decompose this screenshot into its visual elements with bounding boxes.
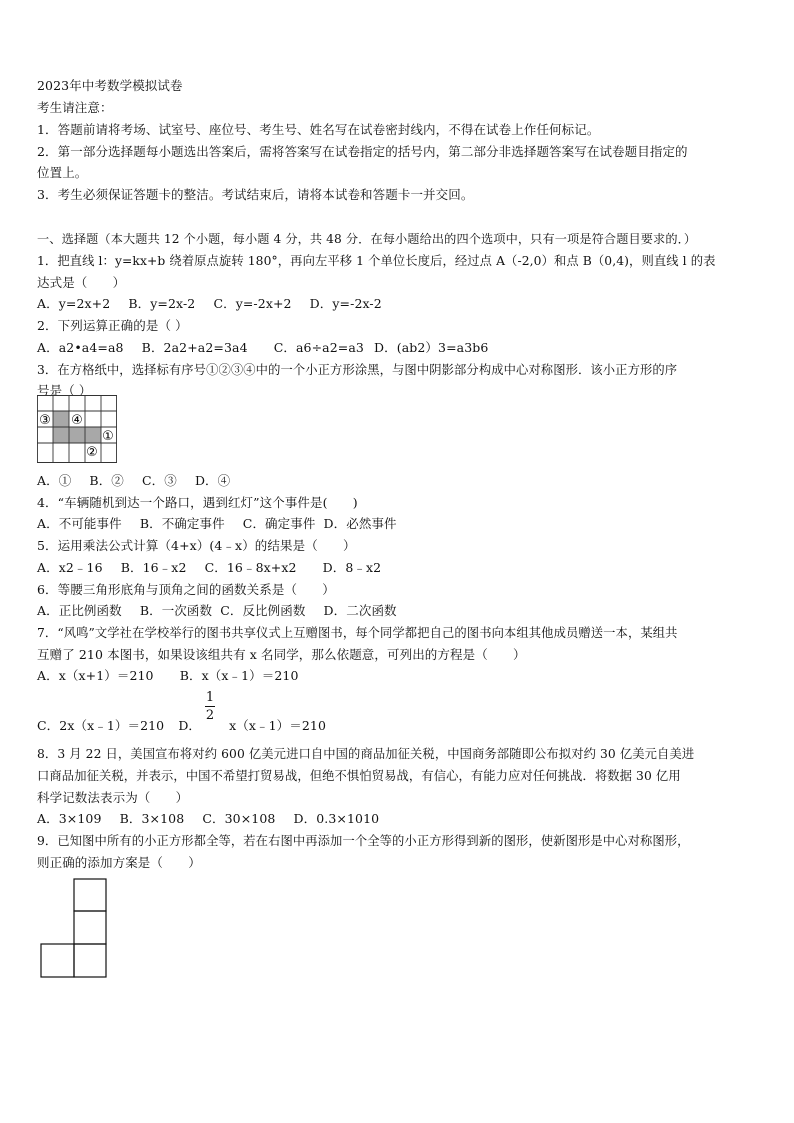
notice-2: 2．第一部分选择题每小题选出答案后，需将答案写在试卷指定的括号内，第二部分非选择题答案写在试卷题目指定的 bbox=[37, 144, 688, 159]
q2-options bbox=[37, 340, 488, 356]
q4-option-d[interactable]: D．必然事件 bbox=[323, 516, 397, 531]
q3-option-c[interactable]: C．③ bbox=[141, 473, 177, 488]
q7-option-d[interactable]: D． bbox=[178, 718, 202, 733]
q7-option-a[interactable]: A．x（x+1）＝210 bbox=[37, 668, 154, 683]
q9-square-top bbox=[74, 879, 106, 911]
q3-label-3: ③ bbox=[39, 413, 51, 428]
q4-option-b[interactable]: B．不确定事件 bbox=[139, 516, 225, 531]
q1-option-c[interactable]: C．y=-2x+2 bbox=[213, 296, 292, 311]
q3-option-a[interactable]: A．① bbox=[37, 473, 72, 488]
section-heading: 一、选择题（本大题共 12 个小题，每小题 4 分，共 48 分．在每小题给出的四个选项中，只有一项是符合题目要求的．） bbox=[37, 232, 697, 246]
q1-option-b[interactable]: B．y=2x-2 bbox=[128, 296, 196, 311]
notice-heading: 考生请注意： bbox=[37, 100, 113, 115]
q7-option-b[interactable]: B．x（x﹣1）＝210 bbox=[179, 668, 299, 683]
q7-stem-line2: 互赠了 210 本图书，如果设该组共有 x 名同学，那么依题意，可列出的方程是（ ） bbox=[37, 647, 526, 662]
q9-squares-figure bbox=[40, 878, 108, 978]
q3-label-2: ② bbox=[86, 445, 98, 460]
q3-shaded-cell bbox=[53, 411, 69, 427]
q3-option-d[interactable]: D．④ bbox=[194, 473, 231, 488]
q7-fraction-bar bbox=[205, 706, 215, 707]
q8-stem-line2: 口商品加征关税，并表示，中国不希望打贸易战，但绝不惧怕贸易战，有信心，有能力应对任何挑战．将数据 30 亿用 bbox=[37, 769, 681, 783]
q4-options bbox=[37, 516, 397, 532]
q5-option-a[interactable]: A．x2﹣16 bbox=[37, 560, 103, 575]
q8-option-d[interactable]: D．0.3×1010 bbox=[293, 811, 380, 826]
q2-option-c[interactable]: C．a6÷a2=a3 bbox=[273, 340, 364, 355]
q6-options bbox=[37, 603, 397, 619]
q5-option-c[interactable]: C．16﹣8x+x2 bbox=[204, 560, 297, 575]
q4-stem: 4．“车辆随机到达一个路口，遇到红灯”这个事件是( ) bbox=[37, 495, 358, 510]
q9-square-middle bbox=[74, 911, 106, 944]
q6-option-a[interactable]: A．正比例函数 bbox=[37, 603, 122, 618]
q8-options bbox=[37, 811, 379, 827]
q7-options-ab bbox=[37, 668, 299, 684]
q6-stem: 6．等腰三角形底角与顶角之间的函数关系是（ ） bbox=[37, 582, 335, 597]
q7-option-c[interactable]: C．2x（x﹣1）＝210 bbox=[37, 718, 165, 733]
q2-option-a[interactable]: A．a2•a4=a8 bbox=[37, 340, 124, 355]
q3-shaded-row bbox=[53, 427, 101, 443]
q6-option-b[interactable]: B．一次函数 bbox=[139, 603, 213, 618]
notice-2-cont: 位置上。 bbox=[37, 165, 88, 180]
q7-stem-line1: 7．“风鸣”文学社在学校举行的图书共享仪式上互赠图书，每个同学都把自己的图书向本组其他成员赠送一本，某组共 bbox=[37, 626, 678, 640]
q2-option-d[interactable]: D．(ab2）3=a3b6 bbox=[374, 340, 489, 355]
q5-options bbox=[37, 560, 381, 576]
notice-1: 1．答题前请将考场、试室号、座位号、考生号、姓名写在试卷密封线内，不得在试卷上作任何标记。 bbox=[37, 122, 600, 137]
q9-square-bottom-right bbox=[74, 944, 106, 977]
q7-options-cd bbox=[37, 718, 326, 734]
q2-stem: 2．下列运算正确的是（ ） bbox=[37, 318, 188, 333]
q1-option-d[interactable]: D．y=-2x-2 bbox=[309, 296, 382, 311]
q6-option-d[interactable]: D．二次函数 bbox=[323, 603, 397, 618]
q7-option-d-expression: x（x﹣1）＝210 bbox=[229, 718, 327, 733]
q3-label-4: ④ bbox=[71, 413, 83, 428]
q4-option-a[interactable]: A．不可能事件 bbox=[37, 516, 122, 531]
q1-stem-line2: 达式是（ ） bbox=[37, 275, 126, 290]
q1-options bbox=[37, 296, 382, 312]
q3-options bbox=[37, 473, 230, 489]
q8-stem-line1: 8．3 月 22 日，美国宣布将对约 600 亿美元进口自中国的商品加征关税，中国商务部随即公布拟对约 30 亿美元自美进 bbox=[37, 747, 695, 761]
q1-stem-line1: 1．把直线 l：y=kx+b 绕着原点旋转 180°，再向左平移 1 个单位长度后，经过点 A（-2,0）和点 B（0,4)，则直线 l 的表 bbox=[37, 254, 716, 268]
q3-label-1: ① bbox=[102, 429, 114, 444]
notice-3: 3．考生必须保证答题卡的整洁。考试结束后，请将本试卷和答题卡一并交回。 bbox=[37, 187, 474, 202]
q3-stem-line1: 3．在方格纸中，选择标有序号①②③④中的一个小正方形涂黑，与图中阴影部分构成中心对称图形．该小正方形的序 bbox=[37, 363, 678, 377]
q9-square-bottom-left bbox=[41, 944, 74, 977]
q1-option-a[interactable]: A．y=2x+2 bbox=[37, 296, 111, 311]
q6-option-c[interactable]: C．反比例函数 bbox=[220, 603, 306, 618]
q9-stem-line2: 则正确的添加方案是（ ） bbox=[37, 855, 201, 870]
q2-option-b[interactable]: B．2a2+a2=3a4 bbox=[141, 340, 248, 355]
q5-option-d[interactable]: D．8﹣x2 bbox=[322, 560, 382, 575]
q5-option-b[interactable]: B．16﹣x2 bbox=[120, 560, 187, 575]
q9-stem-line1: 9．已知图中所有的小正方形都全等，若在右图中再添加一个全等的小正方形得到新的图形，使新图形是中心对称图形， bbox=[37, 834, 690, 848]
q4-option-c[interactable]: C．确定事件 bbox=[242, 516, 316, 531]
q3-stem-line2: 号是（ ） bbox=[37, 383, 92, 398]
q8-option-a[interactable]: A．3×109 bbox=[37, 811, 102, 826]
q3-option-b[interactable]: B．② bbox=[89, 473, 124, 488]
q8-stem-line3: 科学记数法表示为（ ） bbox=[37, 790, 189, 805]
q7-fraction-numerator: 1 bbox=[205, 690, 215, 705]
exam-title: 2023年中考数学模拟试卷 bbox=[37, 78, 183, 93]
q3-grid-figure bbox=[37, 395, 117, 463]
q5-stem: 5．运用乘法公式计算（4+x）(4﹣x）的结果是（ ） bbox=[37, 538, 356, 553]
q7-fraction-denominator: 2 bbox=[205, 708, 215, 723]
q8-option-c[interactable]: C．30×108 bbox=[202, 811, 276, 826]
q8-option-b[interactable]: B．3×108 bbox=[119, 811, 185, 826]
